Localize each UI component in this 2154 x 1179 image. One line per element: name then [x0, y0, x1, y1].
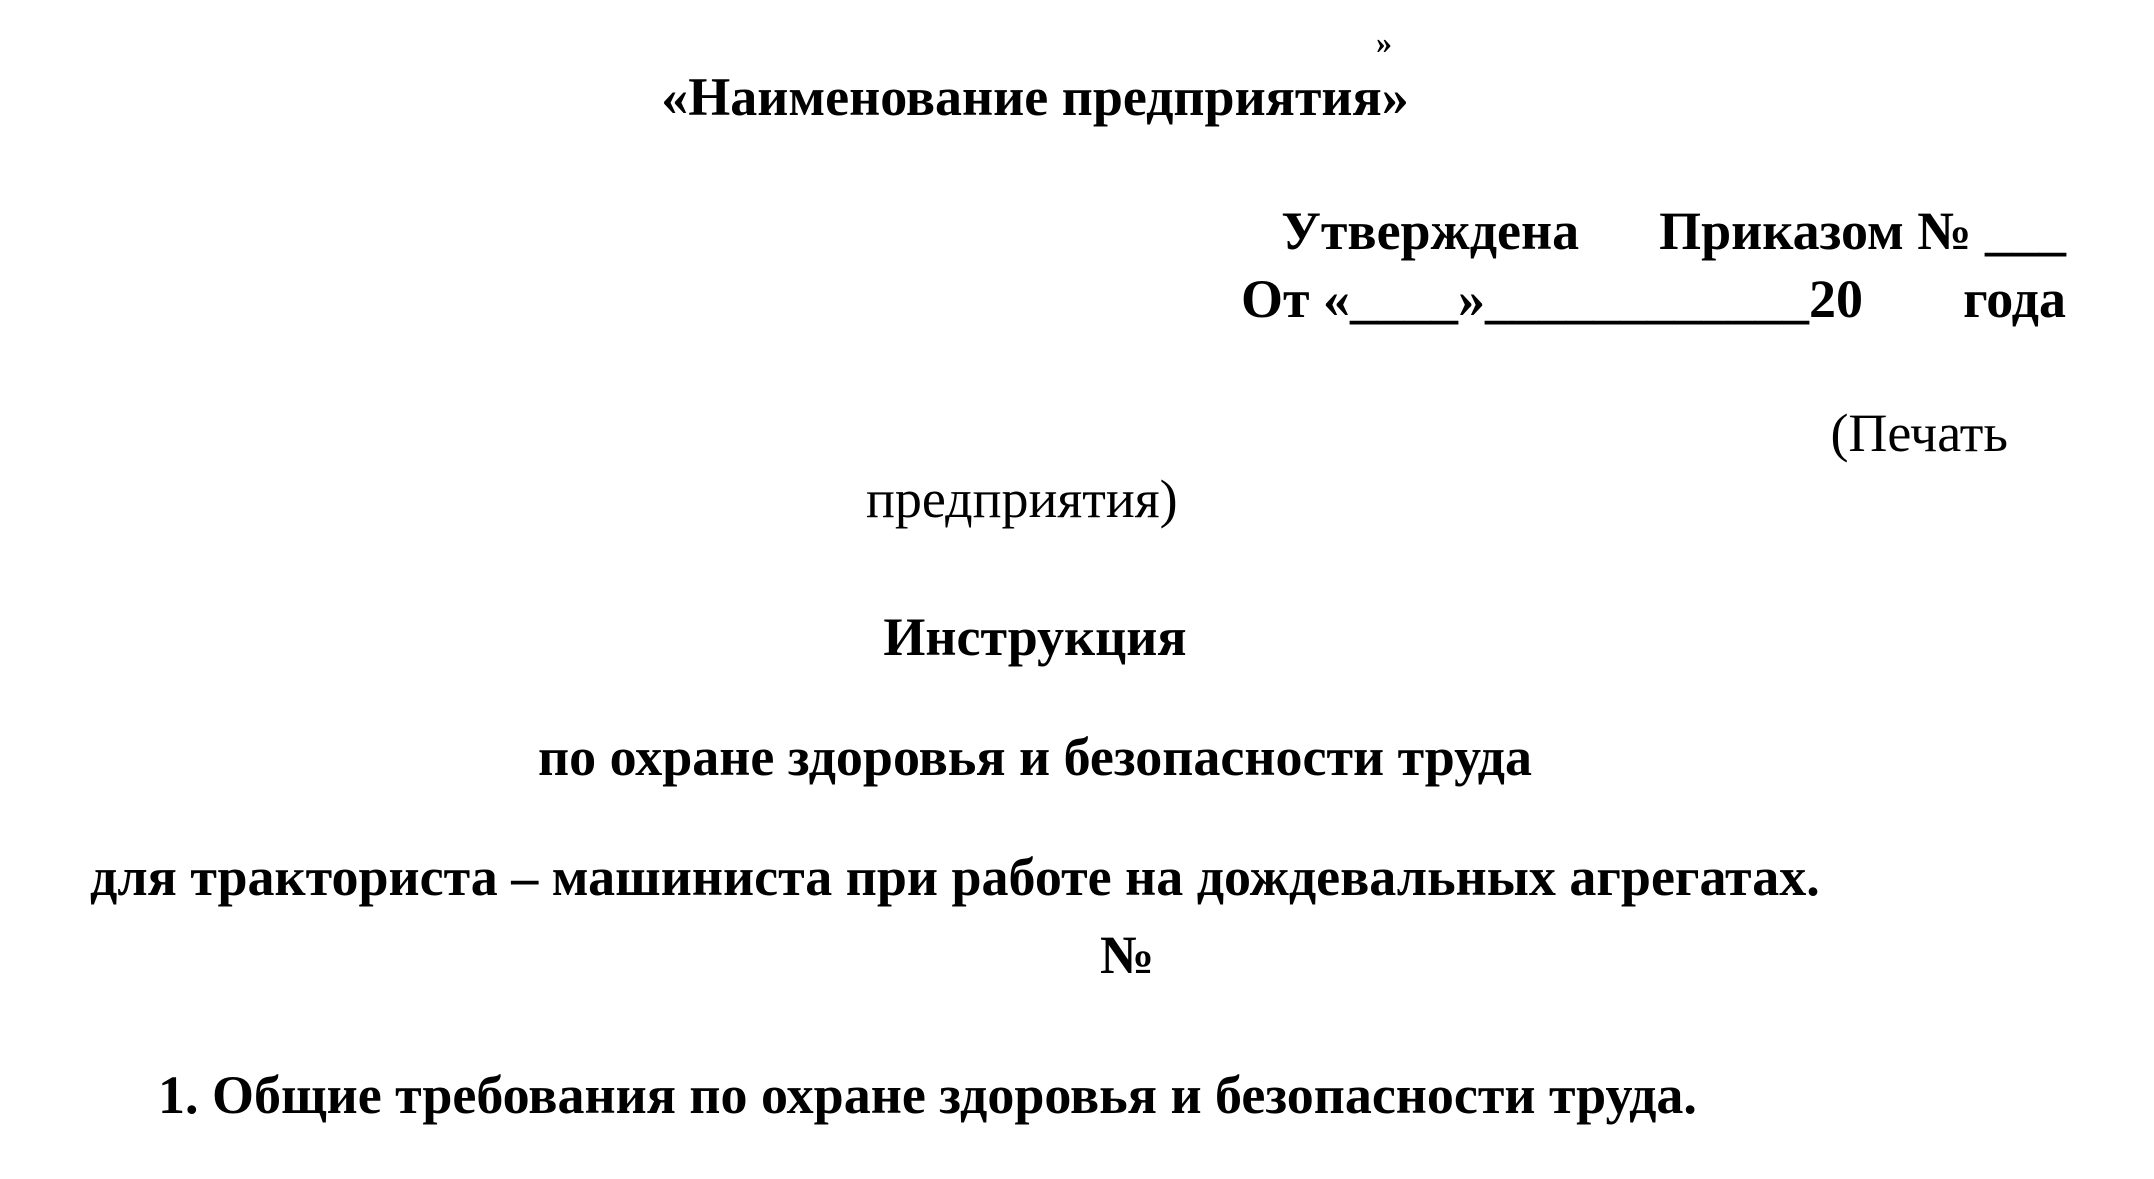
stamp-note-line-2: предприятия): [866, 469, 1178, 529]
document-title: Инструкция: [883, 607, 1187, 667]
stamp-note-line-1: (Печать: [1830, 403, 2008, 463]
section-1-heading: 1. Общие требования по охране здоровья и безопасности труда.: [158, 1065, 1697, 1125]
order-label: Приказом № ___: [1659, 201, 2066, 261]
document-subtitle-2: для тракториста – машиниста при работе на дождевальных агрегатах.: [90, 847, 1820, 907]
date-prefix: От «____»____________20: [1241, 269, 1864, 329]
document-subtitle-1: по охране здоровья и безопасности труда: [537, 727, 1533, 787]
date-line: [1241, 269, 2066, 329]
stray-quote-mark: »: [1376, 24, 1392, 60]
year-label: года: [1963, 269, 2066, 329]
enterprise-name: «Наименование предприятия»: [661, 67, 1409, 127]
document-number-sign: №: [1100, 925, 1155, 985]
approved-label: Утверждена: [1281, 201, 1580, 261]
approval-line: [1281, 201, 2066, 261]
